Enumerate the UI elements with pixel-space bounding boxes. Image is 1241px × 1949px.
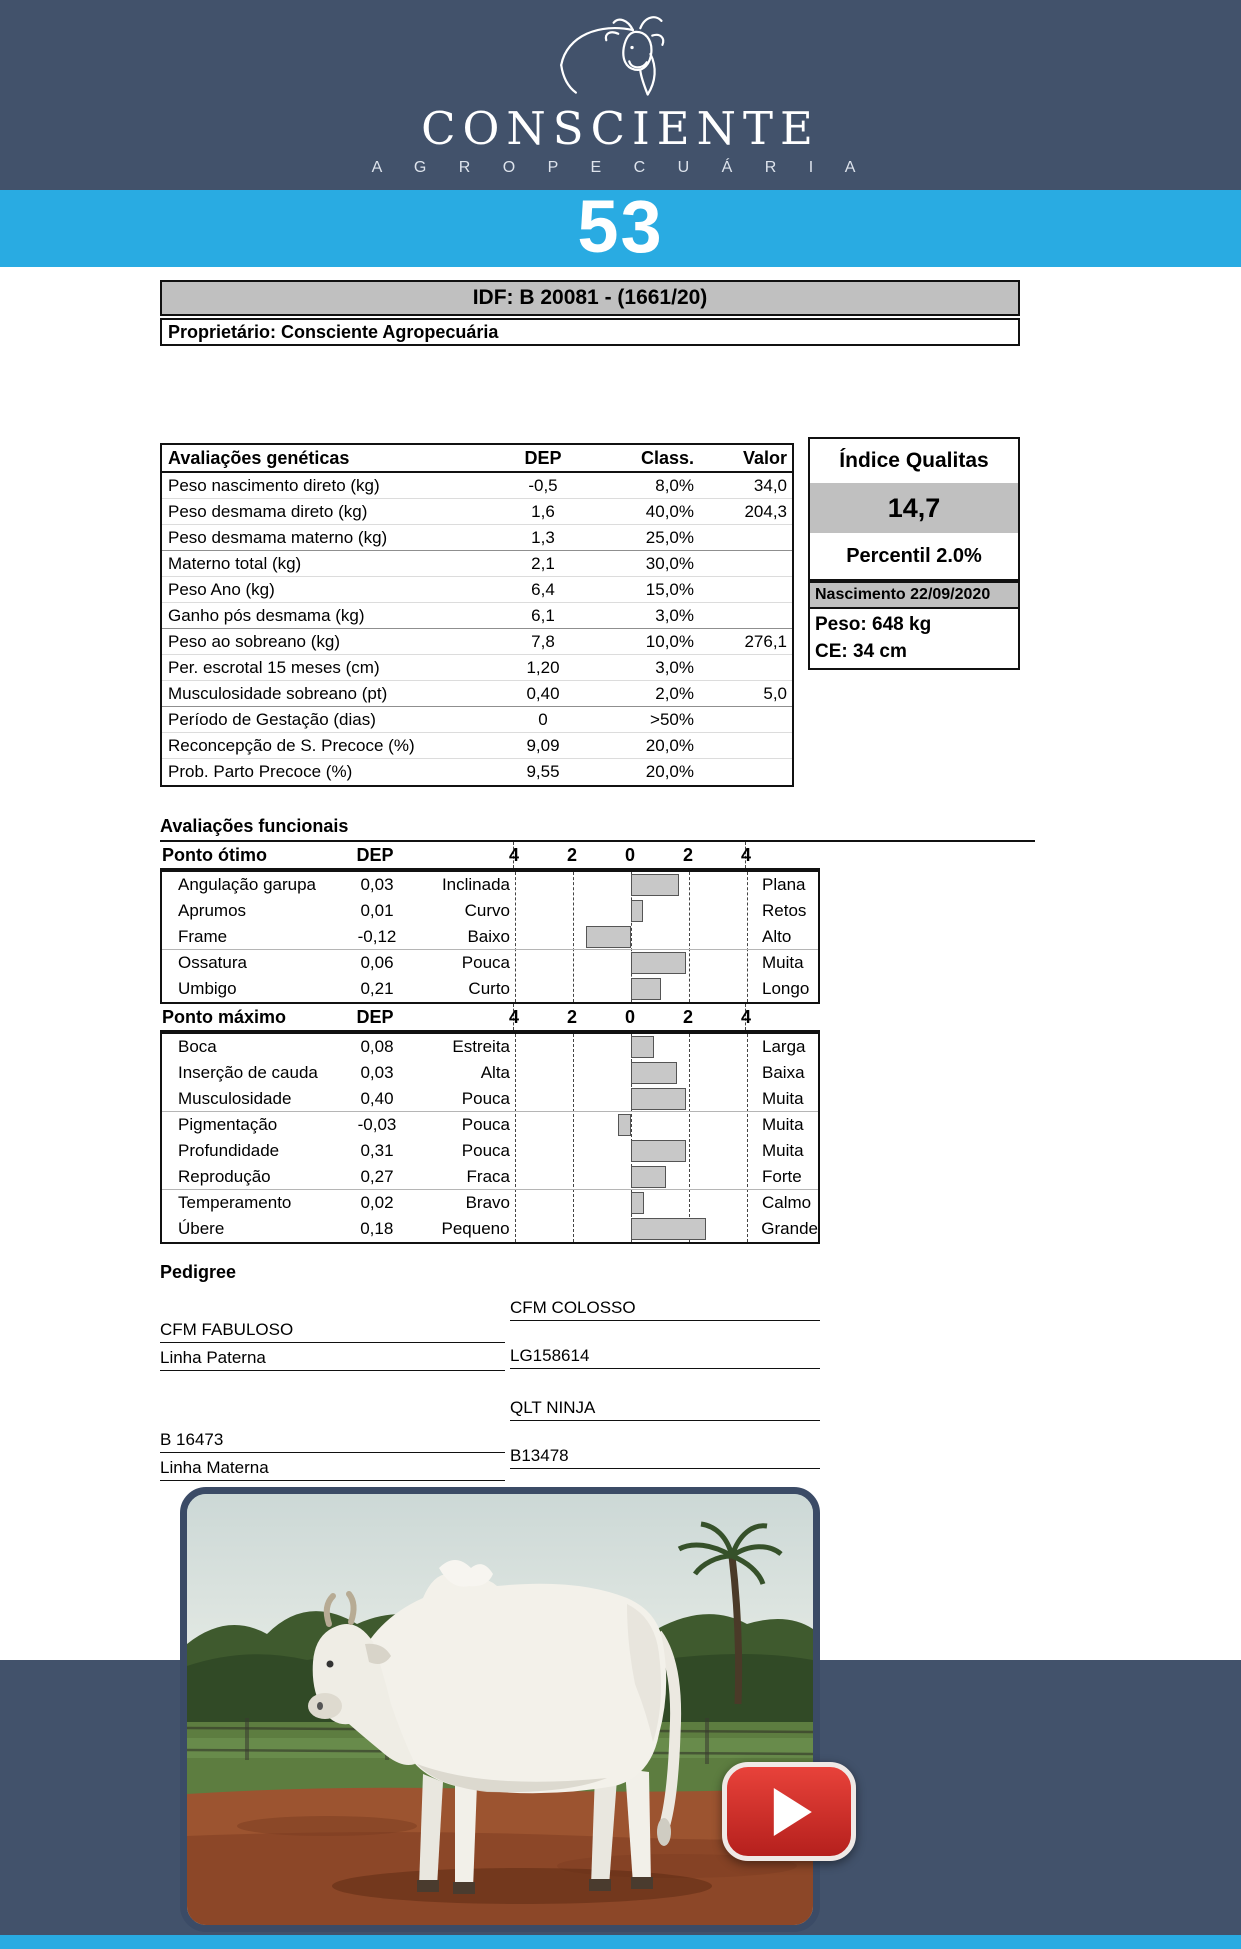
genetic-row: Peso desmama direto (kg) 1,6 40,0% 204,3 — [162, 499, 792, 525]
brand-subtitle: A G R O P E C U Á R I A — [371, 159, 870, 176]
genetic-row: Peso desmama materno (kg) 1,3 25,0% — [162, 525, 792, 551]
col-header-dep: DEP — [356, 845, 394, 865]
col-header-dep: DEP — [356, 1007, 394, 1027]
functional-row: Profundidade 0,31 Pouca Muita — [178, 1141, 804, 1160]
pedigree-ancestor: QLT NINJA — [510, 1398, 820, 1421]
genetic-table-title: Avaliações genéticas — [168, 448, 350, 468]
genetic-row: Peso ao sobreano (kg) 7,8 10,0% 276,1 — [162, 629, 792, 655]
functional-row: Boca 0,08 Estreita Larga — [178, 1037, 806, 1056]
dep-bar — [631, 1088, 686, 1110]
functional-row: Úbere 0,18 Pequeno Grande — [178, 1219, 818, 1238]
chart-scale: 4 2 0 2 4 — [508, 1004, 750, 1030]
functional-row: Pigmentação -0,03 Pouca Muita — [178, 1115, 804, 1134]
genetic-table-header — [162, 445, 792, 473]
lot-number: 53 — [577, 185, 664, 268]
youtube-play-button[interactable] — [722, 1762, 856, 1861]
ponto-otimo-table — [160, 870, 820, 1004]
dep-bar — [631, 1166, 666, 1188]
footer-accent-strip — [0, 1935, 1241, 1949]
dep-bar — [586, 926, 631, 948]
pedigree-paternal-label: Linha Paterna — [160, 1348, 505, 1371]
pedigree-ancestor: CFM COLOSSO — [510, 1298, 820, 1321]
dep-bar — [631, 1036, 654, 1058]
dep-bar — [631, 1218, 706, 1240]
functional-row: Umbigo 0,21 Curto Longo — [178, 979, 810, 998]
brand-name: CONSCIENTE — [421, 102, 820, 155]
pedigree-maternal-label: Linha Materna — [160, 1458, 505, 1481]
ponto-otimo-header — [160, 842, 820, 870]
dep-bar — [631, 1192, 644, 1214]
idf-title-bar: IDF: B 20081 - (1661/20) — [160, 280, 1020, 316]
functional-row: Aprumos 0,01 Curvo Retos — [178, 901, 807, 920]
dep-bar — [618, 1114, 631, 1136]
dep-bar — [631, 874, 679, 896]
genetic-row: Prob. Parto Precoce (%) 9,55 20,0% — [168, 762, 694, 781]
col-header-class: Class. — [640, 448, 694, 468]
genetic-row: Período de Gestação (dias) 0 >50% — [162, 707, 792, 733]
genetic-row: Materno total (kg) 2,1 30,0% — [162, 551, 792, 577]
functional-section-title: Avaliações funcionais — [160, 816, 1035, 842]
genetic-row: Ganho pós desmama (kg) 6,1 3,0% — [162, 603, 792, 629]
pedigree-section — [160, 1262, 820, 1492]
genetic-row: Per. escrotal 15 meses (cm) 1,20 3,0% — [162, 655, 792, 681]
percentile-label: Percentil 2.0% — [846, 545, 982, 567]
qualitas-index-box — [808, 437, 1020, 581]
col-header-dep: DEP — [524, 448, 562, 468]
pedigree-ancestor: LG158614 — [510, 1346, 820, 1369]
functional-evaluations-section — [160, 816, 1035, 1244]
dep-bar — [631, 952, 686, 974]
genetic-row: Musculosidade sobreano (pt) 0,40 2,0% 5,0 — [162, 681, 792, 707]
col-header-valor: Valor — [742, 448, 787, 468]
genetic-row: Reconcepção de S. Precoce (%) 9,09 20,0% — [162, 733, 792, 759]
ponto-maximo-header — [160, 1004, 820, 1032]
genetic-row: Peso Ano (kg) 6,4 15,0% — [162, 577, 792, 603]
play-icon — [774, 1788, 812, 1836]
pedigree-sire-name: CFM FABULOSO — [160, 1320, 505, 1343]
functional-row: Ossatura 0,06 Pouca Muita — [178, 953, 804, 972]
genetic-row: Peso nascimento direto (kg) -0,5 8,0% 34,0 — [162, 473, 792, 499]
functional-row: Angulação garupa 0,03 Inclinada Plana — [178, 875, 806, 894]
birthdate-box: Nascimento 22/09/2020 — [808, 581, 1020, 609]
table-name: Ponto máximo — [162, 1007, 287, 1027]
genetic-evaluations-table — [160, 443, 794, 787]
bull-logo-icon — [546, 8, 696, 100]
functional-row: Inserção de cauda 0,03 Alta Baixa — [178, 1063, 805, 1082]
functional-row: Temperamento 0,02 Bravo Calmo — [178, 1193, 812, 1212]
qualitas-index-label: Índice Qualitas — [839, 449, 989, 472]
pedigree-ancestor: B13478 — [510, 1446, 820, 1469]
lot-number-band — [0, 185, 1241, 268]
dep-bar — [631, 1140, 686, 1162]
qualitas-index-value: 14,7 — [810, 483, 1018, 533]
functional-row: Musculosidade 0,40 Pouca Muita — [162, 1086, 818, 1112]
functional-row: Reprodução 0,27 Fraca Forte — [162, 1164, 818, 1190]
animal-photo — [180, 1487, 820, 1932]
scrotal-circumference-value: CE: 34 cm — [815, 641, 907, 662]
pedigree-title: Pedigree — [160, 1262, 237, 1282]
chart-scale: 4 2 0 2 4 — [508, 842, 750, 868]
weight-value: Peso: 648 kg — [815, 614, 932, 635]
owner-bar: Proprietário: Consciente Agropecuária — [160, 318, 1020, 346]
ponto-maximo-table — [160, 1032, 820, 1244]
dep-bar — [631, 900, 643, 922]
brand-header — [0, 0, 1241, 190]
table-name: Ponto ótimo — [162, 845, 267, 865]
weight-box — [808, 607, 1020, 670]
functional-row: Frame -0,12 Baixo Alto — [162, 924, 818, 950]
pedigree-dam-name: B 16473 — [160, 1430, 505, 1453]
bull-photo-illustration — [187, 1494, 813, 1925]
dep-bar — [631, 978, 661, 1000]
dep-bar — [631, 1062, 677, 1084]
